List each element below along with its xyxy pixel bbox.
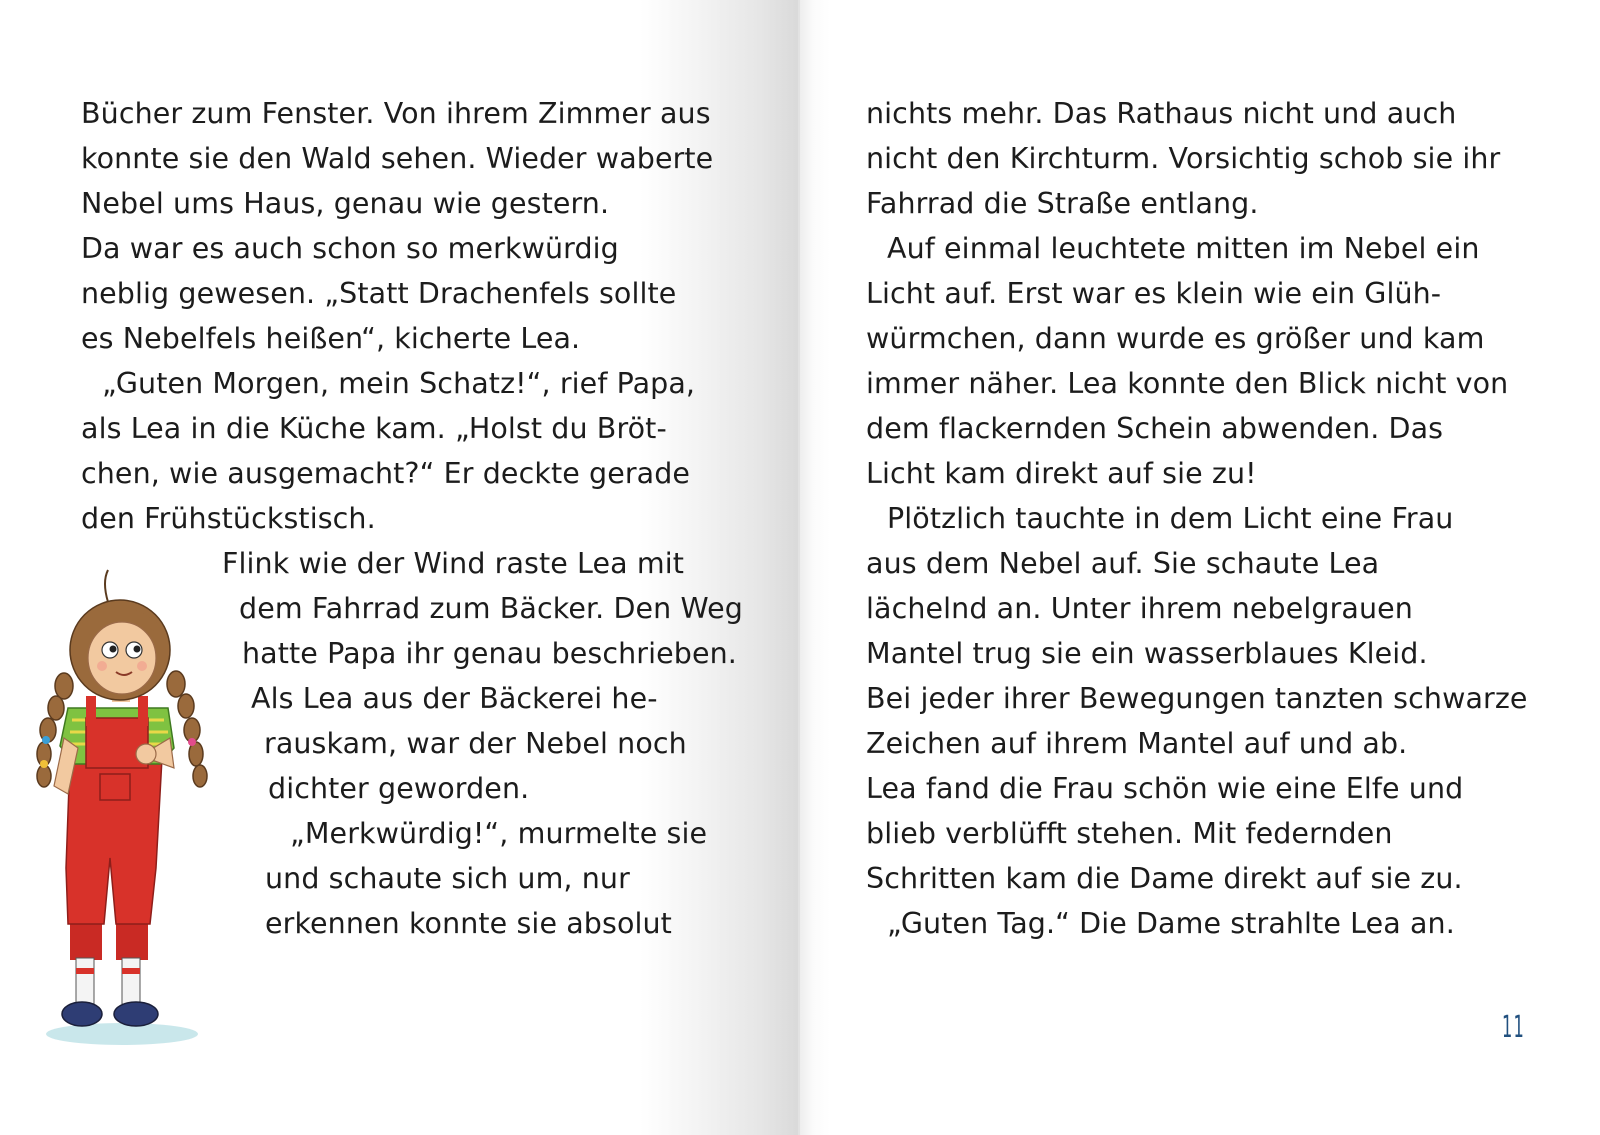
left-line-6: es Nebelfels heißen“, kicherte Lea. (81, 322, 581, 355)
right-line-17: blieb verblüfft stehen. Mit federnden (866, 817, 1393, 850)
left-line-2: konnte sie den Wald sehen. Wieder waberte (81, 142, 714, 175)
right-pupil (134, 646, 141, 653)
left-line-19: erkennen konnte sie absolut (265, 907, 672, 940)
right-line-10: Plötzlich tauchte in dem Licht eine Frau (887, 502, 1454, 535)
right-line-2: nicht den Kirchturm. Vorsichtig schob sie ihr (866, 142, 1501, 175)
left-line-14: Als Lea aus der Bäckerei he- (251, 682, 658, 715)
left-sock (76, 958, 94, 1004)
hand (136, 744, 156, 764)
right-line-1: nichts mehr. Das Rathaus nicht und auch (866, 97, 1457, 130)
right-line-9: Licht kam direkt auf sie zu! (866, 457, 1257, 490)
right-strap (138, 696, 148, 726)
right-line-6: würmchen, dann wurde es größer und kam (866, 322, 1485, 355)
right-line-12: lächelnd an. Unter ihrem nebelgrauen (866, 592, 1413, 625)
hair-bead-left (42, 736, 50, 744)
right-page (800, 0, 1600, 1135)
hair-bead-left-2 (40, 760, 48, 768)
right-line-16: Lea fand die Frau schön wie eine Elfe und (866, 772, 1464, 805)
right-trouser-leg (116, 920, 148, 960)
right-sock-stripe (122, 968, 140, 974)
right-sock (122, 958, 140, 1004)
left-trouser-leg (70, 920, 102, 960)
right-line-4: Auf einmal leuchtete mitten im Nebel ein (887, 232, 1480, 265)
right-line-18: Schritten kam die Dame direkt auf sie zu. (866, 862, 1463, 895)
right-braid (167, 671, 207, 787)
left-line-3: Nebel ums Haus, genau wie gestern. (81, 187, 610, 220)
right-line-8: dem flackernden Schein abwenden. Das (866, 412, 1444, 445)
left-line-4: Da war es auch schon so merkwürdig (81, 232, 619, 265)
hair-bead-right (188, 738, 196, 746)
left-pupil (110, 646, 117, 653)
right-line-5: Licht auf. Erst war es klein wie ein Glüh- (866, 277, 1442, 310)
left-line-8: als Lea in die Küche kam. „Holst du Bröt- (81, 412, 667, 445)
left-line-12: dem Fahrrad zum Bäcker. Den Weg (239, 592, 743, 625)
left-line-9: chen, wie ausgemacht?“ Er deckte gerade (81, 457, 691, 490)
left-line-13: hatte Papa ihr genau beschrieben. (242, 637, 737, 670)
left-line-1: Bücher zum Fenster. Von ihrem Zimmer aus (81, 97, 711, 130)
red-overalls (66, 758, 162, 924)
left-cheek (97, 661, 107, 671)
right-line-15: Zeichen auf ihrem Mantel auf und ab. (866, 727, 1408, 760)
left-line-16: dichter geworden. (268, 772, 530, 805)
left-line-7: „Guten Morgen, mein Schatz!“, rief Papa, (102, 367, 696, 400)
hair-curl (105, 570, 108, 602)
right-line-11: aus dem Nebel auf. Sie schaute Lea (866, 547, 1380, 580)
left-shoe (62, 1002, 102, 1026)
left-line-11: Flink wie der Wind raste Lea mit (222, 547, 685, 580)
ground-shadow (46, 1023, 198, 1045)
girl-illustration (24, 568, 224, 1048)
left-line-10: den Frühstückstisch. (81, 502, 376, 535)
left-line-5: neblig gewesen. „Statt Drachenfels sollte (81, 277, 677, 310)
left-line-17: „Merkwürdig!“, murmelte sie (290, 817, 708, 850)
right-line-13: Mantel trug sie ein wasserblaues Kleid. (866, 637, 1428, 670)
right-line-3: Fahrrad die Straße entlang. (866, 187, 1259, 220)
right-line-7: immer näher. Lea konnte den Blick nicht von (866, 367, 1509, 400)
right-cheek (137, 661, 147, 671)
face (88, 622, 156, 694)
left-strap (86, 696, 96, 726)
left-sock-stripe (76, 968, 94, 974)
left-line-18: und schaute sich um, nur (265, 862, 630, 895)
page-number: 11 (1502, 1010, 1526, 1045)
right-shoe (114, 1002, 158, 1026)
left-line-15: rauskam, war der Nebel noch (264, 727, 687, 760)
right-line-14: Bei jeder ihrer Bewegungen tanzten schwarze (866, 682, 1528, 715)
right-line-19: „Guten Tag.“ Die Dame strahlte Lea an. (887, 907, 1455, 940)
